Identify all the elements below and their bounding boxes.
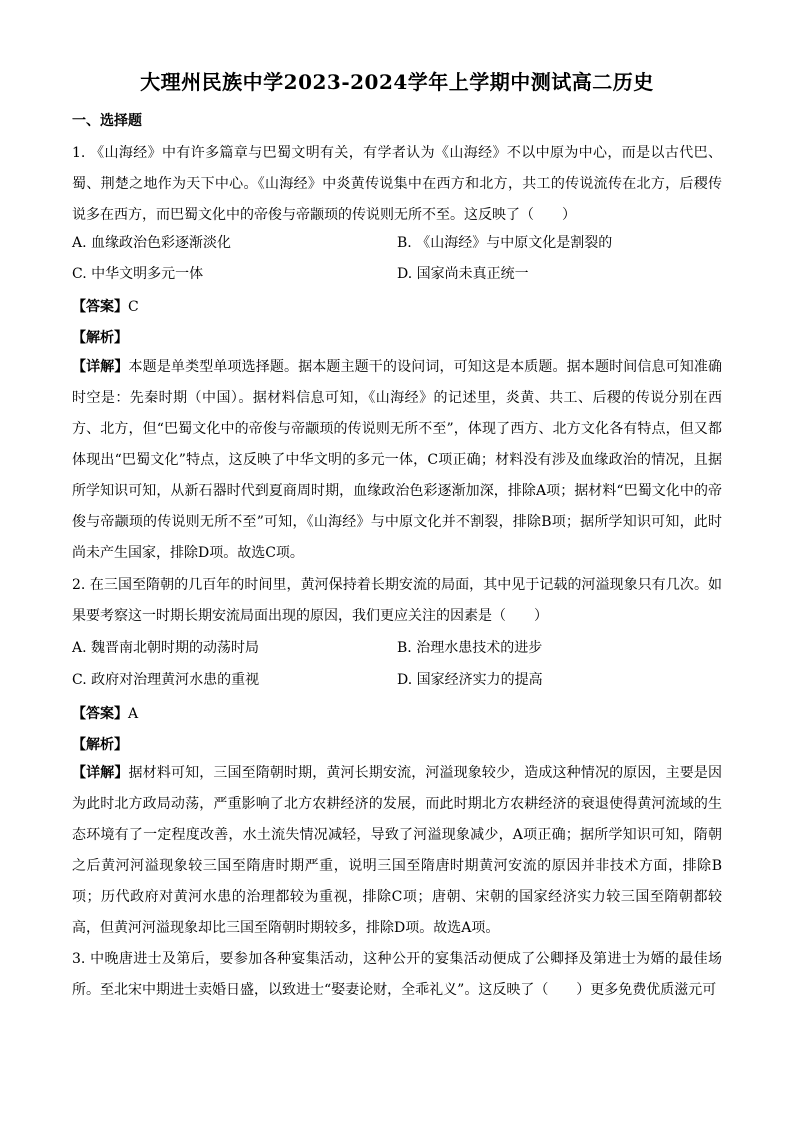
detail-tag: 【详解】	[72, 765, 129, 781]
q1-option-d: D. 国家尚未真正统一	[397, 266, 529, 282]
question-1-stem: 1. 《山海经》中有许多篇章与巴蜀文明有关，有学者认为《山海经》不以中原为中心，而是以古代巴、蜀、荆楚之地作为天下中心。《山海经》中炎黄传说集中在西方和北方，共工的传说流传在北方，后稷传说多在西方，而巴蜀文化中的帝俊与帝颛顼的传说则无所不至。这反映了（ ）	[72, 145, 722, 223]
q1-option-a: A. 血缘政治色彩逐渐淡化	[72, 235, 232, 251]
answer-value: A	[128, 706, 139, 722]
q2-answer	[72, 703, 138, 723]
section-heading: 一、选择题	[72, 113, 142, 129]
q2-analysis-tag	[72, 734, 128, 754]
page-title: 大理州民族中学2023-2024学年上学期中测试高二历史	[140, 70, 654, 94]
q2-option-c: C. 政府对治理黄河水患的重视	[72, 672, 260, 688]
answer-tag: 【答案】	[72, 706, 128, 722]
q2-option-b: B. 治理水患技术的进步	[397, 640, 543, 656]
q2-detail	[72, 758, 722, 944]
q1-analysis-tag	[72, 327, 128, 347]
detail-tag: 【详解】	[72, 359, 129, 375]
q1-option-b: B. 《山海经》与中原文化是割裂的	[397, 235, 613, 251]
analysis-tag: 【解析】	[72, 330, 128, 346]
q1-detail	[72, 352, 722, 569]
q1-option-c: C. 中华文明多元一体	[72, 266, 204, 282]
question-2-stem: 2. 在三国至隋朝的几百年的时间里，黄河保持着长期安流的局面，其中见于记载的河溢现象只有几次。如果要考察这一时期长期安流局面出现的原因，我们更应关注的因素是（ ）	[72, 577, 722, 624]
q2-option-a: A. 魏晋南北朝时期的动荡时局	[72, 640, 260, 656]
q1-answer	[72, 296, 139, 316]
q2-option-d: D. 国家经济实力的提高	[397, 672, 543, 688]
answer-value: C	[128, 299, 139, 315]
detail-text: 据材料可知，三国至隋朝时期，黄河长期安流，河溢现象较少，造成这种情况的原因，主要是因为此时北方政局动荡，严重影响了北方农耕经济的发展，而此时期北方农耕经济的衰退使得黄河流域的生态环境有了一定程度改善，水土流失情况减轻，导致了河溢现象减少，A项正确；据所学知识可知，隋朝之后黄河河溢现象较三国至隋唐时期严重，说明三国至隋唐时期黄河安流的原因并非技术方面，排除B项；历代政府对黄河水患的治理都较为重视，排除C项；唐朝、宋朝的国家经济实力较三国至隋朝都较高，但黄河河溢现象却比三国至隋朝时期较多，排除D项。故选A项。	[72, 765, 723, 936]
detail-text: 本题是单类型单项选择题。据本题主题干的设问词，可知这是本质题。据本题时间信息可知准确时空是：先秦时期（中国）。据材料信息可知，《山海经》的记述里，炎黄、共工、后稷的传说分别在西方、北方，但“巴蜀文化中的帝俊与帝颛顼的传说则无所不至”，体现了西方、北方文化各有特点，但又都体现出“巴蜀文化”特点，这反映了中华文明的多元一体，C项正确；材料没有涉及血缘政治的情况，且据所学知识可知，从新石器时代到夏商周时期，血缘政治色彩逐渐加深，排除A项；据材料“巴蜀文化中的帝俊与帝颛顼的传说则无所不至”可知，《山海经》与中原文化并不割裂，排除B项；据所学知识可知，此时尚未产生国家，排除D项。故选C项。	[72, 359, 723, 561]
question-3-stem: 3. 中晚唐进士及第后，要参加各种宴集活动，这种公开的宴集活动便成了公卿择及第进士为婿的最佳场所。至北宋中期进士卖婚日盛，以致进士“娶妻论财，全乖礼义”。这反映了（ ）更多免费优质滋元可	[72, 951, 722, 998]
analysis-tag: 【解析】	[72, 737, 128, 753]
answer-tag: 【答案】	[72, 299, 128, 315]
